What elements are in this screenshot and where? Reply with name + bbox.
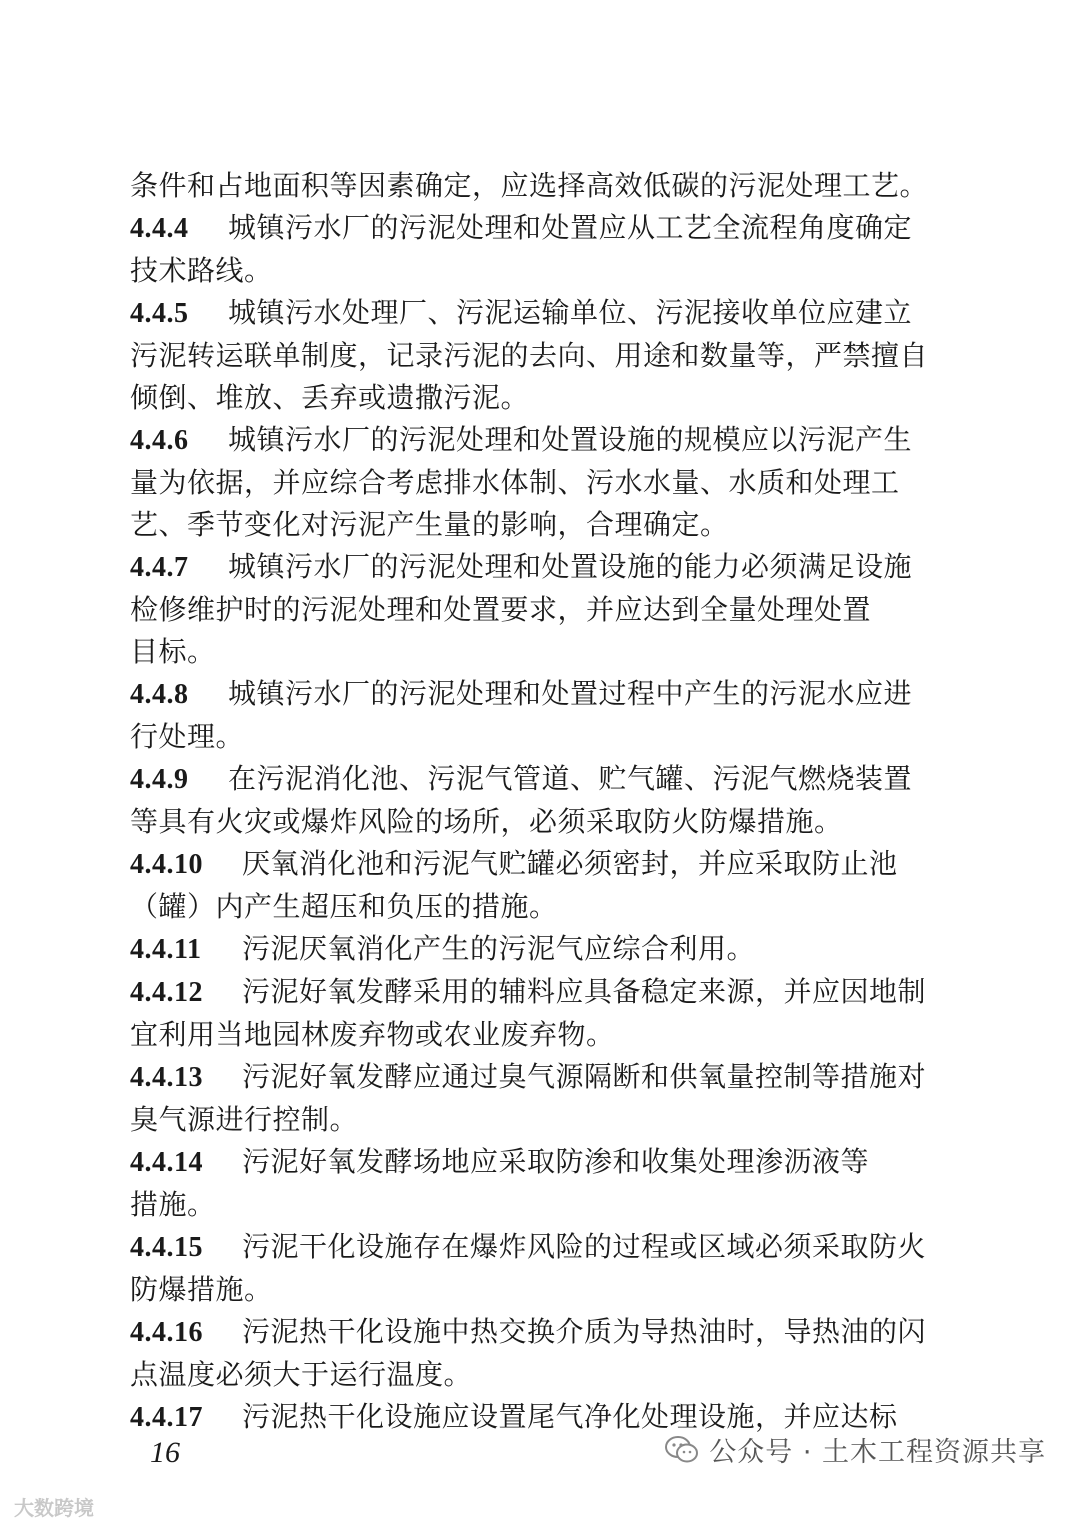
clause-line bbox=[130, 1311, 927, 1354]
clause-line bbox=[130, 1226, 927, 1269]
clause-text: 城镇污水厂的污泥处理和处置设施的规模应以污泥产生 bbox=[228, 423, 913, 456]
clause-text: 行处理。 bbox=[130, 720, 245, 753]
clause-number: 4.4.4 bbox=[130, 213, 189, 244]
clause-line bbox=[130, 377, 910, 419]
clause-line bbox=[130, 843, 910, 886]
page-number: 16 bbox=[150, 1436, 180, 1469]
clause-line bbox=[130, 589, 910, 631]
clause bbox=[130, 419, 913, 546]
clause-number: 4.4.15 bbox=[130, 1232, 203, 1263]
clause bbox=[130, 546, 913, 673]
clause-number: 4.4.14 bbox=[130, 1147, 203, 1178]
clause-line bbox=[130, 1354, 910, 1396]
clause-text: 污泥厌氧消化产生的污泥气应综合利用。 bbox=[242, 932, 756, 965]
clause-text: 城镇污水处理厂、污泥运输单位、污泥接收单位应建立 bbox=[228, 296, 913, 329]
clause-text: 污泥好氧发酵场地应采取防渗和收集处理渗沥液等 bbox=[242, 1145, 870, 1178]
clause-line bbox=[130, 1014, 910, 1056]
clause bbox=[130, 1311, 927, 1396]
clause bbox=[130, 1226, 927, 1311]
clause-number: 4.4.16 bbox=[130, 1317, 203, 1348]
clause-number: 4.4.6 bbox=[130, 425, 189, 456]
clause bbox=[130, 843, 910, 928]
clause-number: 4.4.10 bbox=[130, 849, 203, 880]
clause-text: 污泥好氧发酵采用的辅料应具备稳定来源，并应因地制 bbox=[242, 975, 927, 1008]
clause-text: 污泥热干化设施中热交换介质为导热油时，导热油的闪 bbox=[242, 1315, 927, 1348]
clause-text: 倾倒、堆放、丢弃或遗撒污泥。 bbox=[130, 381, 530, 414]
clause-number: 4.4.9 bbox=[130, 764, 189, 795]
clause-line bbox=[130, 1056, 927, 1099]
lead-line: 条件和占地面积等因素确定，应选择高效低碳的污泥处理工艺。 bbox=[130, 169, 929, 202]
clause-text: 艺、季节变化对污泥产生量的影响，合理确定。 bbox=[130, 508, 729, 541]
clause-line bbox=[130, 631, 910, 673]
clause-number: 4.4.11 bbox=[130, 934, 202, 965]
clause-text: （罐）内产生超压和负压的措施。 bbox=[130, 890, 558, 923]
clause-line bbox=[130, 1099, 910, 1141]
corner-logo: 大数跨境 bbox=[14, 1496, 94, 1520]
clause-number: 4.4.8 bbox=[130, 679, 189, 710]
clause-text: 检修维护时的污泥处理和处置要求，并应达到全量处理处置 bbox=[130, 593, 872, 626]
watermark bbox=[665, 1430, 1046, 1469]
clause-text: 城镇污水厂的污泥处理和处置应从工艺全流程角度确定 bbox=[228, 211, 913, 244]
clause-line bbox=[130, 1269, 910, 1311]
clause-text: 污泥转运联单制度，记录污泥的去向、用途和数量等，严禁擅自 bbox=[130, 339, 929, 372]
clause-line bbox=[130, 971, 927, 1014]
clause-text: 防爆措施。 bbox=[130, 1273, 273, 1306]
clause-text: 污泥好氧发酵应通过臭气源隔断和供氧量控制等措施对 bbox=[242, 1060, 927, 1093]
clause-number: 4.4.7 bbox=[130, 552, 189, 583]
clause-text: 城镇污水厂的污泥处理和处置设施的能力必须满足设施 bbox=[228, 550, 913, 583]
clause bbox=[130, 928, 910, 971]
clause bbox=[130, 1141, 910, 1226]
clause-line bbox=[130, 886, 910, 928]
clause-line bbox=[130, 1141, 910, 1184]
clause bbox=[130, 207, 913, 292]
clause-text: 点温度必须大于运行温度。 bbox=[130, 1358, 473, 1391]
clause-number: 4.4.12 bbox=[130, 977, 203, 1008]
clause-list bbox=[130, 207, 929, 1439]
clause-number: 4.4.13 bbox=[130, 1062, 203, 1093]
clause-line bbox=[130, 546, 913, 589]
clause-text: 目标。 bbox=[130, 635, 216, 668]
watermark-text: 公众号 · 土木工程资源共享 bbox=[709, 1437, 1046, 1468]
clause bbox=[130, 292, 929, 419]
clause bbox=[130, 758, 913, 843]
clause-line bbox=[130, 462, 910, 504]
document-body bbox=[130, 165, 929, 1439]
clause-line bbox=[130, 673, 913, 716]
clause bbox=[130, 673, 913, 758]
clause-text: 臭气源进行控制。 bbox=[130, 1103, 359, 1136]
clause-text: 在污泥消化池、污泥气管道、贮气罐、污泥气燃烧装置 bbox=[228, 762, 913, 795]
clause-text: 污泥干化设施存在爆炸风险的过程或区域必须采取防火 bbox=[242, 1230, 927, 1263]
clause-line bbox=[130, 292, 913, 335]
clause-line bbox=[130, 716, 910, 758]
clause-line bbox=[130, 335, 929, 377]
clause-text: 宜利用当地园林废弃物或农业废弃物。 bbox=[130, 1018, 615, 1051]
clause-line bbox=[130, 758, 913, 801]
clause-line bbox=[130, 504, 910, 546]
clause-text: 技术路线。 bbox=[130, 254, 273, 287]
clause-text: 措施。 bbox=[130, 1188, 216, 1221]
clause-text: 城镇污水厂的污泥处理和处置过程中产生的污泥水应进 bbox=[228, 677, 913, 710]
clause bbox=[130, 1056, 927, 1141]
clause-text: 量为依据，并应综合考虑排水体制、污水水量、水质和处理工 bbox=[130, 466, 900, 499]
clause-number: 4.4.5 bbox=[130, 298, 189, 329]
clause-text: 厌氧消化池和污泥气贮罐必须密封，并应采取防止池 bbox=[242, 847, 898, 880]
wechat-icon bbox=[665, 1436, 699, 1464]
clause-text: 等具有火灾或爆炸风险的场所，必须采取防火防爆措施。 bbox=[130, 805, 843, 838]
clause-number: 4.4.17 bbox=[130, 1402, 203, 1433]
clause-line bbox=[130, 419, 913, 462]
clause-line bbox=[130, 801, 910, 843]
clause bbox=[130, 971, 927, 1056]
clause-line bbox=[130, 928, 910, 971]
clause-line bbox=[130, 1184, 910, 1226]
clause-line bbox=[130, 207, 913, 250]
clause-line bbox=[130, 250, 910, 292]
clause-text: 污泥热干化设施应设置尾气净化处理设施，并应达标 bbox=[242, 1400, 898, 1433]
